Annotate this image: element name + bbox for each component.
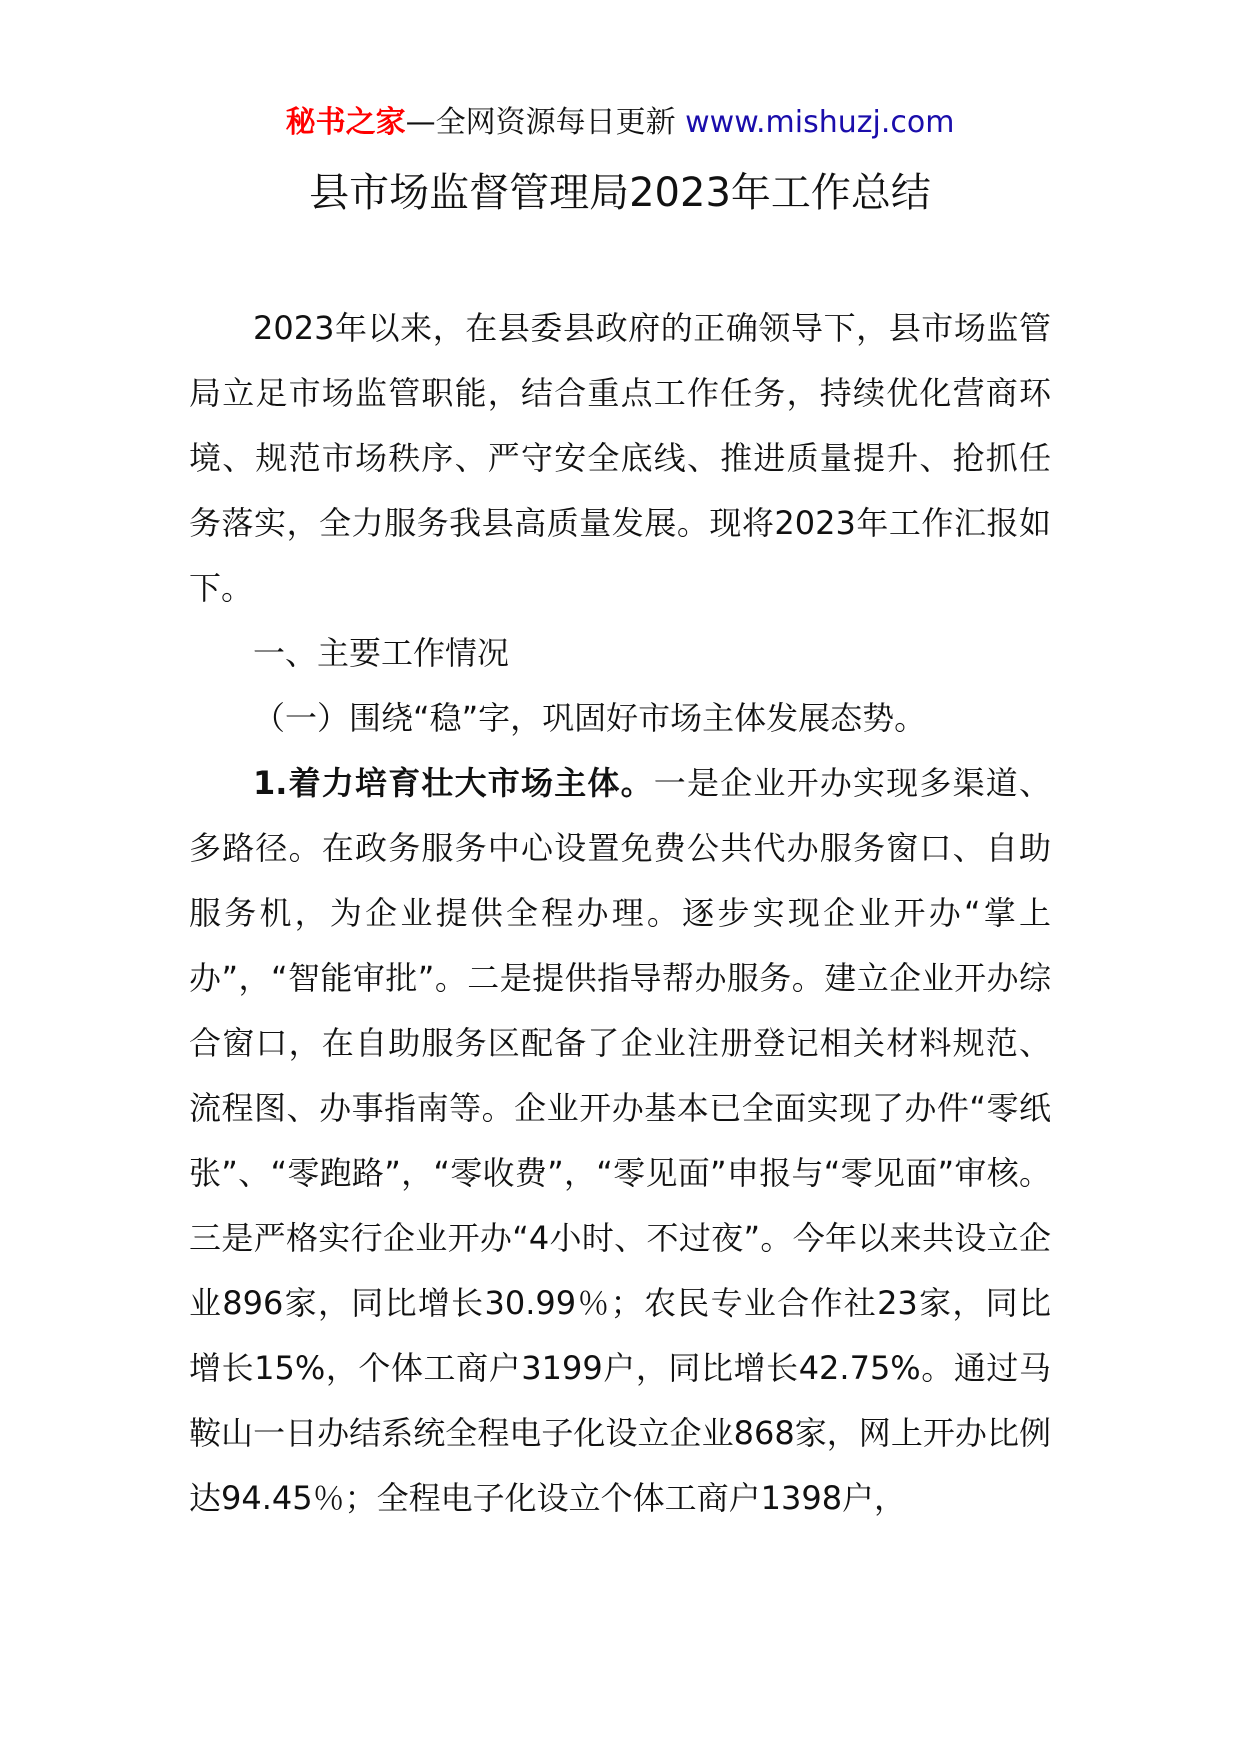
paragraph-text: 一是企业开办实现多渠道、多路径。在政务服务中心设置免费公共代办服务窗口、自助服务机，为企业提供全程办理。逐步实现企业开办“掌上办”，“智能审批”。二是提供指导帮办服务。建立企业开办综合窗口，在自助服务区配备了企业注册登记相关材料规范、流程图、办事指南等。企业开办基本已全面实现了办件“零纸张”、“零跑路”，“零收费”，“零见面”申报与“零见面”审核。三是严格实行企业开办“4小时、不过夜”。今年以来共设立企业896家，同比增长30.99％；农民专业合作社23家，同比增长15%，个体工商户3199户，同比增长42.75%。通过马鞍山一日办结系统全程电子化设立企业868家，网上开办比例达94.45％；全程电子化设立个体工商户1398户， [189,764,1051,1517]
header-banner [0,100,1240,146]
document-body [189,296,1051,1531]
paragraph-text: 一、主要工作情况 [253,634,510,672]
paragraph-text: 2023年以来，在县委县政府的正确领导下，县市场监管局立足市场监管职能，结合重点工作任务，持续优化营商环境、规范市场秩序、严守安全底线、推进质量提升、抢抓任务落实，全力服务我县高质量发展。现将2023年工作汇报如下。 [189,309,1051,607]
header-tagline: —全网资源每日更新 [405,105,676,140]
item-heading: 1.着力培育壮大市场主体。 [253,764,654,802]
brand-name: 秘书之家 [285,105,406,140]
site-url-link[interactable]: www.mishuzj.com [685,105,955,140]
paragraph-item-1 [189,751,1051,1531]
section-heading [189,621,1051,686]
subsection-heading [189,686,1051,751]
paragraph-text: （一）围绕“稳”字，巩固好市场主体发展态势。 [253,699,927,737]
paragraph-intro [189,296,1051,621]
document-title: 县市场监督管理局2023年工作总结 [309,170,931,216]
